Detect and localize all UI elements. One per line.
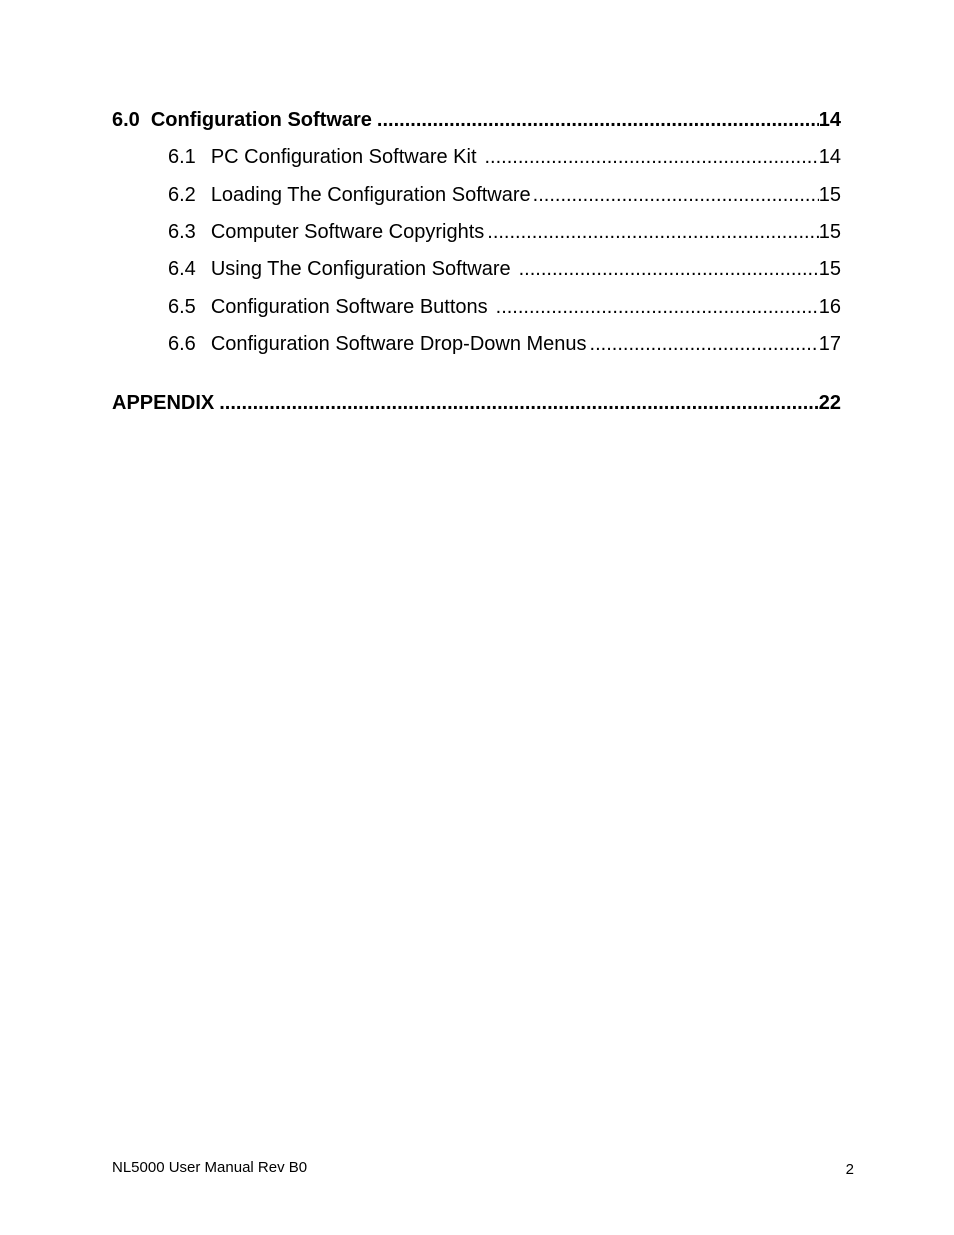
toc-entry-title: Configuration Software Buttons bbox=[210, 296, 488, 318]
toc-entry-6-3[interactable] bbox=[168, 220, 841, 244]
toc-entry-page: 22 bbox=[818, 392, 841, 414]
toc-entry-number: 6.5 bbox=[168, 296, 196, 318]
toc-entry-title: APPENDIX bbox=[112, 392, 215, 414]
toc-entry-number: 6.3 bbox=[168, 221, 196, 243]
toc-entry-title: Configuration Software bbox=[150, 109, 372, 131]
toc-entry-page: 14 bbox=[818, 146, 841, 168]
toc-entry-6-5[interactable] bbox=[168, 295, 841, 319]
toc-entry-6-0[interactable] bbox=[112, 108, 841, 132]
toc-entry-6-6[interactable] bbox=[168, 332, 841, 356]
toc-entry-page: 16 bbox=[818, 296, 841, 318]
footer-doc-title: NL5000 User Manual Rev B0 bbox=[112, 1159, 308, 1176]
toc-entry-number: 6.0 bbox=[112, 109, 140, 131]
toc-entry-page: 15 bbox=[818, 221, 841, 243]
toc-entry-number: 6.2 bbox=[168, 184, 196, 206]
toc-entry-title: PC Configuration Software Kit bbox=[210, 146, 477, 168]
toc-entry-title: Using The Configuration Software bbox=[210, 258, 511, 280]
toc-dot-leader bbox=[496, 295, 819, 319]
toc-entry-page: 14 bbox=[818, 109, 841, 131]
toc-dot-leader bbox=[377, 108, 819, 132]
toc-entry-page: 15 bbox=[818, 184, 841, 206]
toc-entry-title: Configuration Software Drop-Down Menus bbox=[210, 333, 587, 355]
toc-entry-6-1[interactable] bbox=[168, 145, 841, 169]
toc-entry-number: 6.4 bbox=[168, 258, 196, 280]
toc-entry-page: 17 bbox=[818, 333, 841, 355]
toc-entry-title: Computer Software Copyrights bbox=[210, 221, 485, 243]
toc-dot-leader bbox=[487, 220, 818, 244]
toc-dot-leader bbox=[590, 332, 819, 356]
toc-entry-number: 6.1 bbox=[168, 146, 196, 168]
toc-entry-appendix[interactable] bbox=[112, 391, 841, 415]
toc-dot-leader bbox=[219, 391, 819, 415]
toc-entry-page: 15 bbox=[818, 258, 841, 280]
toc-dot-leader bbox=[519, 257, 819, 281]
toc-entry-6-4[interactable] bbox=[168, 257, 841, 281]
toc-dot-leader bbox=[533, 183, 819, 207]
toc-entry-number: 6.6 bbox=[168, 333, 196, 355]
footer-page-number: 2 bbox=[845, 1161, 854, 1178]
toc-dot-leader bbox=[485, 145, 819, 169]
toc-entry-6-2[interactable] bbox=[168, 183, 841, 207]
toc-entry-title: Loading The Configuration Software bbox=[210, 184, 531, 206]
